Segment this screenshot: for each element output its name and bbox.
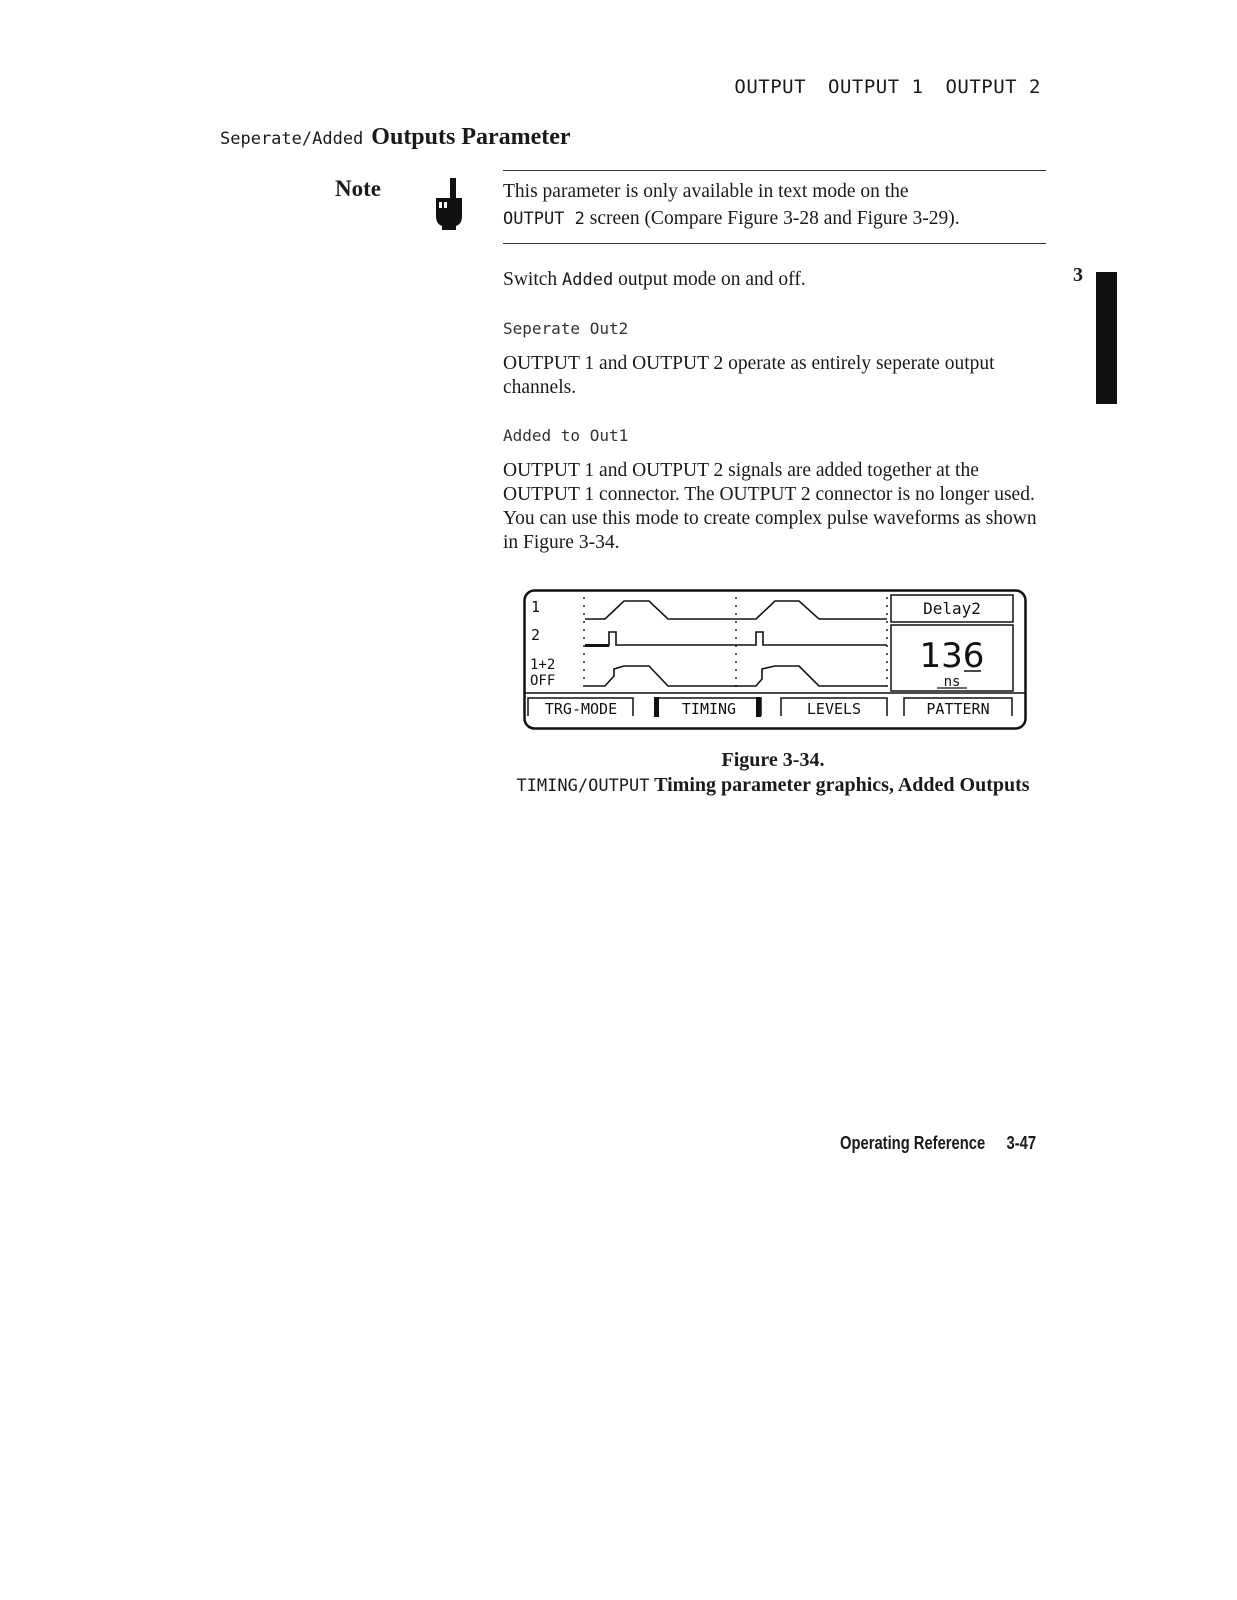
chapter-tab-marker [1096, 272, 1117, 404]
note-code: OUTPUT 2 [503, 209, 585, 229]
instrument-screen [523, 589, 1027, 730]
breadcrumb [724, 76, 1041, 98]
page-footer [840, 1133, 1036, 1154]
channel-label-off: OFF [530, 673, 556, 689]
intro-code: Added [562, 270, 614, 290]
softkey-timing[interactable]: TIMING [681, 700, 737, 718]
option-2-label: Added to Out1 [503, 426, 629, 445]
figure-number: Figure 3-34. [721, 749, 825, 771]
note-line-2-text: screen (Compare Figure 3-28 and Figure 3-29). [584, 208, 960, 229]
note-label: Note [335, 176, 381, 201]
waveform-thick-segment [585, 644, 609, 647]
figure-caption-text [503, 773, 1043, 799]
note-bottom-rule [503, 243, 1046, 244]
intro-paragraph [503, 268, 1043, 292]
option-2-description: OUTPUT 1 and OUTPUT 2 signals are added together at the OUTPUT 1 connector. The OUTPUT 2 connector is no longer used. You can use this mode to create complex pulse waveforms as shown in Figure 3-34. [503, 460, 1037, 553]
note-top-rule [503, 170, 1046, 171]
param-value: 136 [919, 636, 985, 676]
breadcrumb-item: OUTPUT 1 [828, 76, 924, 98]
figure-caption-code: TIMING/OUTPUT [516, 776, 650, 796]
note-text [503, 178, 1048, 233]
softkey-timing-left-bar [654, 697, 659, 717]
intro-prefix: Switch [503, 269, 563, 290]
param-unit: ns [943, 674, 961, 690]
channel-label-1: 1 [531, 598, 541, 616]
breadcrumb-item: OUTPUT [734, 76, 807, 98]
intro-suffix: output mode on and off. [613, 269, 806, 290]
footer-page-number: 3-47 [1006, 1133, 1037, 1153]
breadcrumb-item: OUTPUT 2 [945, 76, 1041, 98]
pointing-hand-icon [433, 178, 465, 230]
chapter-tab-number: 3 [1073, 264, 1083, 286]
channel-label-sum: 1+2 [530, 657, 556, 673]
note-line-1: This parameter is only available in text mode on the [503, 181, 909, 202]
softkey-trg-mode[interactable]: TRG-MODE [544, 700, 618, 718]
softkey-pattern[interactable]: PATTERN [926, 700, 990, 718]
section-title-lcd: Seperate/Added [220, 129, 364, 149]
param-name: Delay2 [923, 599, 981, 618]
figure-caption [503, 748, 1043, 799]
option-1-description: OUTPUT 1 and OUTPUT 2 operate as entirely seperate output channels. [503, 353, 995, 398]
channel-label-2: 2 [531, 626, 541, 644]
note-line-2 [503, 205, 1048, 233]
softkey-levels[interactable]: LEVELS [806, 700, 862, 718]
section-title [220, 124, 571, 151]
section-title-text: Outputs Parameter [371, 124, 571, 150]
footer-section: Operating Reference [840, 1133, 986, 1153]
option-1-label: Seperate Out2 [503, 319, 629, 338]
figure-caption-title: Timing parameter graphics, Added Outputs [649, 774, 1030, 796]
softkey-timing-right-bar [756, 697, 761, 717]
